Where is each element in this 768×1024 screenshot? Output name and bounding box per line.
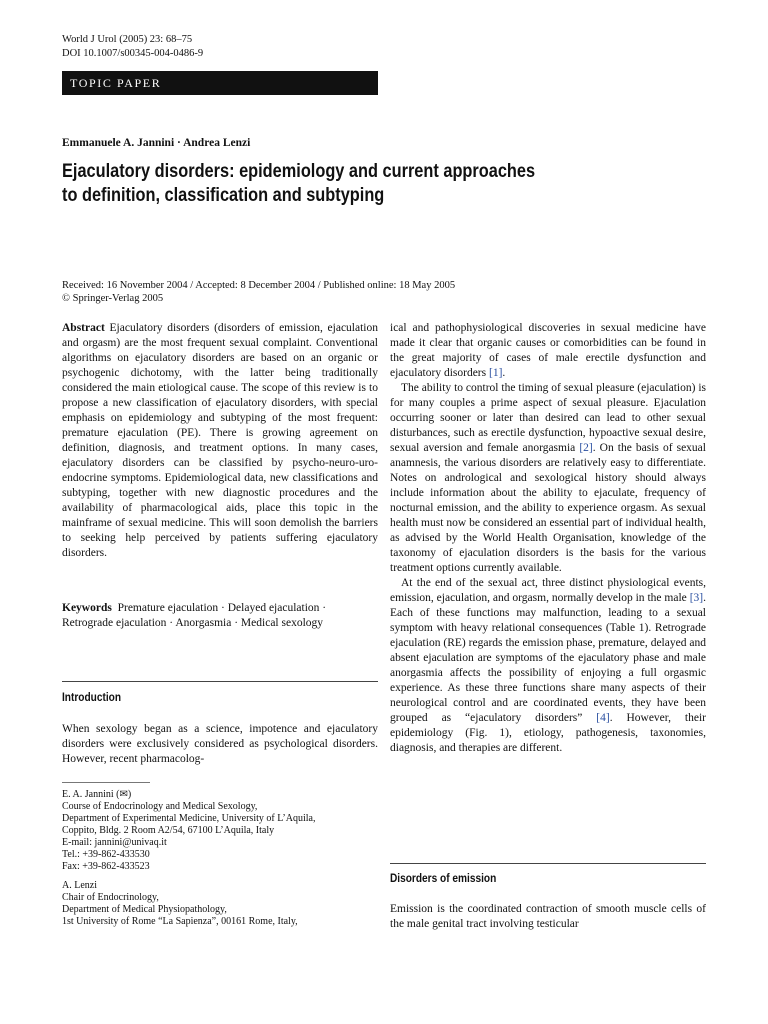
paragraph-2	[390, 381, 706, 576]
author-1-department: Department of Experimental Medicine, University of L’Aquila,	[62, 813, 316, 824]
publication-dates	[62, 279, 455, 305]
paragraph-1-end: .	[502, 367, 506, 379]
paragraph-3-text: At the end of the sexual act, three distinct physiological events, emission, ejaculation, and orgasm, normally develop in the male	[390, 577, 706, 604]
author-2-address: 1st University of Rome “La Sapienza”, 00161 Rome, Italy,	[62, 916, 298, 927]
author-1-email: E-mail: jannini@univaq.it	[62, 837, 167, 848]
paragraph-2-text: The ability to control the timing of sexual pleasure (ejaculation) is for many couples a prime aspect of sexual pleasure. Ejaculation occurring sooner or later than desired can lead to other sexual disturbances, such as erectile dysfunction, hypoactive sexual desire, sexual aversion and female anorgasmia	[390, 382, 706, 454]
section-divider	[62, 681, 378, 682]
paragraph-3-middle: . Each of these functions may malfunction, leading to a sexual symptom with heavy relational consequences (Table 1). Retrograde ejaculation (RE) regards the emission phase, premature, delayed and absent ejaculation are symptoms of the ejaculatory phase and male anorgasmia affects the possibility of enjoying a full orgasmic experience. As these three functions share many aspects of their neurological control and are coordinated events, they have been grouped as “ejaculatory disorders”	[390, 592, 707, 724]
copyright: © Springer-Verlag 2005	[62, 293, 164, 304]
abstract-label: Abstract	[62, 322, 105, 334]
author-1-name: E. A. Jannini (✉)	[62, 789, 132, 800]
body-right-column	[390, 321, 706, 756]
paragraph-3-end: . However, their epidemiology (Fig. 1), etiology, pathogenesis, taxonomies, diagnosis, and therapies are different.	[390, 712, 706, 754]
keywords	[62, 601, 378, 631]
title-line-2: to definition, classification and subtyping	[62, 185, 385, 206]
citation-link[interactable]: [1]	[489, 367, 503, 379]
author-2-department: Department of Medical Physiopathology,	[62, 904, 227, 915]
abstract	[62, 321, 378, 561]
topic-paper-banner	[62, 71, 378, 95]
paragraph-1	[390, 321, 706, 381]
author-2-chair: Chair of Endocrinology,	[62, 892, 159, 903]
abstract-text: Ejaculatory disorders (disorders of emission, ejaculation and orgasm) are the most frequent sexual complaint. Conventional algorithms on ejaculatory disorders are based on an organic or psychogenic dichotomy, with the latter being traditionally considered the main etiological cause. The scope of this review is to propose a new classification of ejaculatory disorders, with special emphasis on epidemiology and subtyping of the most frequent: premature ejaculation (PE). There is growing agreement on definition, diagnosis, and treatment options. In many cases, ejaculatory disorders can be classified by psycho-neuro-uro-endocrine symptoms. Epidemiological data, new classifications and subtyping, together with new diagnostic procedures and the availability of pharmacological aids, place this topic in the mainframe of sexual medicine. This will soon demolish the barriers to seeking help perceived by patients suffering ejaculatory disorders.	[62, 322, 378, 559]
journal-header	[62, 33, 203, 61]
author-1-tel: Tel.: +39-862-433530	[62, 849, 150, 860]
emission-heading: Disorders of emission	[390, 873, 497, 885]
authors: Emmanuele A. Jannini · Andrea Lenzi	[62, 137, 251, 149]
citation-link[interactable]: [4]	[596, 712, 610, 724]
correspondence-footnote	[62, 789, 378, 928]
paragraph-1-text: ical and pathophysiological discoveries in sexual medicine have made it clear that organic causes or comorbidities can be found in the great majority of cases of male erectile dysfunction and ejaculatory disorders	[390, 322, 706, 379]
title-line-1: Ejaculatory disorders: epidemiology and current approaches	[62, 161, 536, 182]
paragraph-2-end: . On the basis of sexual anamnesis, the various disorders are relatively easy to differentiate. Notes on andrological and sexological history should always include information about the ability to ejaculate, frequency of nocturnal emission, and the ability to experience orgasm. As sexual health must now be considered an essential part of individual health, as advised by the World Health Organisation, knowledge of the taxonomy of ejaculation disorders is the basis for the various treatment options currently available.	[390, 442, 706, 574]
citation-link[interactable]: [2]	[579, 442, 593, 454]
introduction-heading: Introduction	[62, 692, 122, 704]
keywords-label: Keywords	[62, 602, 112, 614]
author-2-name: A. Lenzi	[62, 880, 97, 891]
topic-label: TOPIC PAPER	[70, 76, 162, 90]
journal-doi: DOI 10.1007/s00345-004-0486-9	[62, 48, 204, 59]
emission-text: Emission is the coordinated contraction of smooth muscle cells of the male genital tract involving testicular	[390, 903, 706, 930]
citation-link[interactable]: [3]	[689, 592, 704, 604]
received-dates: Received: 16 November 2004 / Accepted: 8 December 2004 / Published online: 18 May 2005	[62, 280, 456, 291]
author-1-fax: Fax: +39-862-433523	[62, 861, 150, 872]
author-1-address: Coppito, Bldg. 2 Room A2/54, 67100 L’Aquila, Italy	[62, 825, 275, 836]
paragraph-3	[390, 576, 706, 756]
introduction-text: When sexology began as a science, impotence and ejaculatory disorders were exclusively considered as psychological disorders. However, recent pharmacolog-	[62, 723, 378, 765]
section-divider	[390, 863, 706, 864]
journal-citation: World J Urol (2005) 23: 68–75	[62, 34, 193, 45]
footnote-divider	[62, 782, 150, 783]
keywords-text: Premature ejaculation · Delayed ejaculation · Retrograde ejaculation · Anorgasmia · Medical sexology	[62, 602, 327, 629]
author-1-affiliation: Course of Endocrinology and Medical Sexology,	[62, 801, 258, 812]
paper-title	[62, 160, 578, 208]
